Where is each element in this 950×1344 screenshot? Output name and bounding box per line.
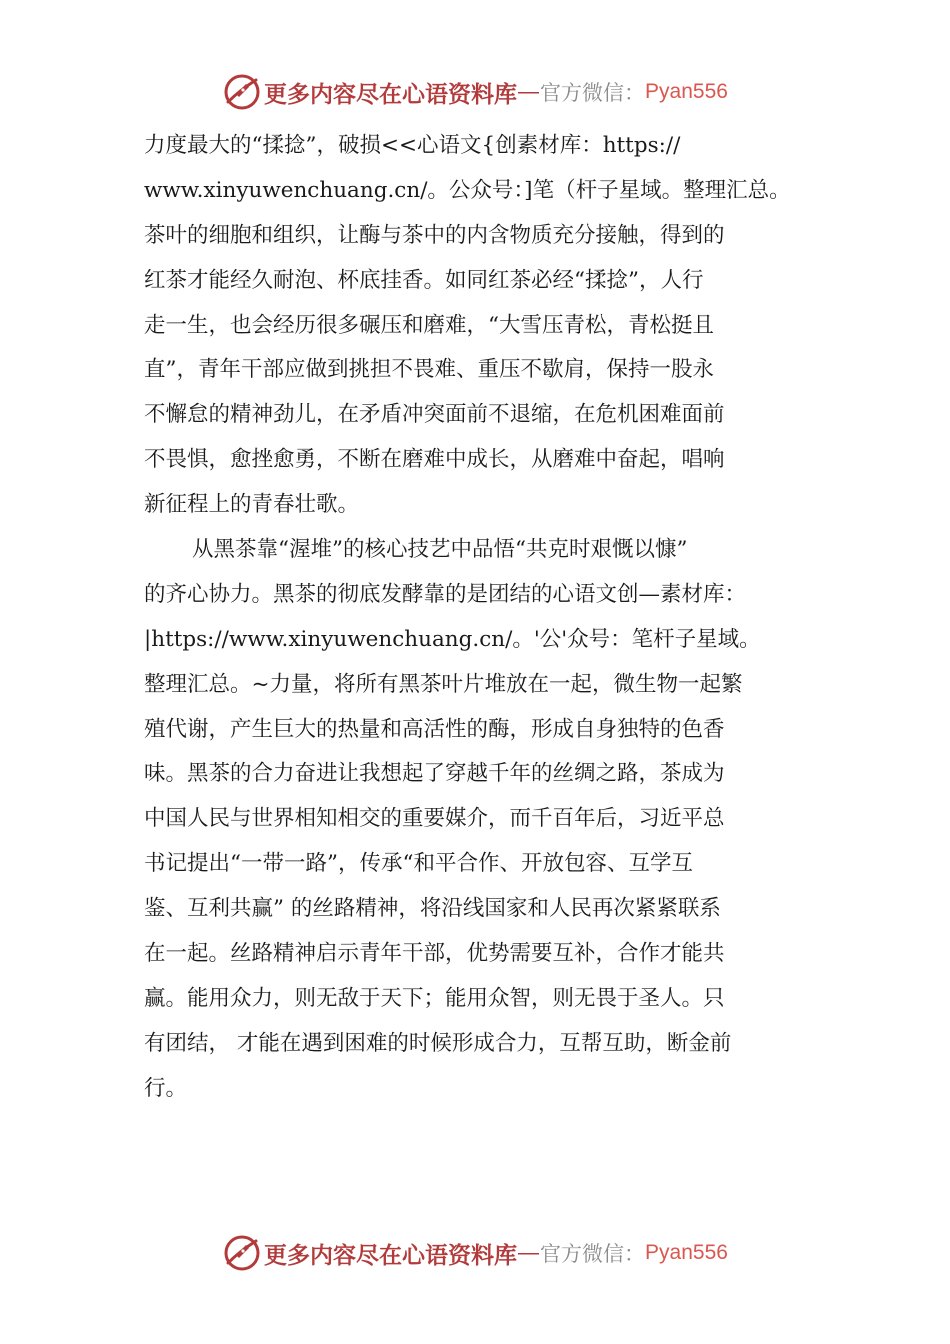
text-line: 的齐心协力。黑茶的彻底发酵靠的是团结的心语文创—素材库： xyxy=(144,581,747,607)
text-line: 赢。能用众力，则无敌于天下；能用众智，则无畏于圣人。只 xyxy=(144,985,725,1011)
text-line: 直”，青年干部应做到挑担不畏难、重压不歇肩，保持一股永 xyxy=(144,357,714,383)
text-line: 整理汇总。~力量，将所有黑茶叶片堆放在一起，微生物一起繁 xyxy=(144,671,743,697)
banner-main-text: 更多内容尽在心语资料库 xyxy=(264,1241,518,1269)
banner-label: 官方微信： xyxy=(540,1242,646,1266)
pen-nib-logo-icon xyxy=(222,72,262,112)
document-body xyxy=(144,124,824,1112)
text-line: 不懈怠的精神劲儿，在矛盾冲突面前不退缩，在危机困难面前 xyxy=(144,402,725,428)
banner-dash: — xyxy=(517,1240,541,1266)
banner-handle: Pyan556 xyxy=(645,1241,728,1264)
text-line: 书记提出“一带一路”，传承“和平合作、开放包容、互学互 xyxy=(144,851,693,877)
paragraph-first-line: 从黑茶靠“渥堆”的核心技艺中品悟“共克时艰慨以慷” xyxy=(192,537,688,563)
text-line: 新征程上的青春壮歌。 xyxy=(144,492,360,518)
text-line: 中国人民与世界相知相交的重要媒介，而千百年后，习近平总 xyxy=(144,806,725,832)
pen-nib-logo-icon xyxy=(222,1233,262,1273)
text-line: 行。 xyxy=(144,1075,188,1101)
text-line: 有团结， 才能在遇到困难的时候形成合力，互帮互助，断金前 xyxy=(144,1030,732,1056)
text-line: 走一生，也会经历很多碾压和磨难，“大雪压青松，青松挺且 xyxy=(144,312,714,338)
footer-banner xyxy=(0,1225,950,1281)
banner-dash: — xyxy=(517,79,541,105)
banner-label: 官方微信： xyxy=(540,81,646,105)
text-line: 茶叶的细胞和组织，让酶与茶中的内含物质充分接触，得到的 xyxy=(144,222,725,248)
text-line: 不畏惧，愈挫愈勇，不断在磨难中成长，从磨难中奋起，唱响 xyxy=(144,447,725,473)
text-line: www.xinyuwenchuang.cn/。公众号：]笔（杆子星域。整理汇总。 xyxy=(144,177,791,203)
text-line: 鉴、互利共赢” 的丝路精神，将沿线国家和人民再次紧紧联系 xyxy=(144,896,721,922)
text-line: 红茶才能经久耐泡、杯底挂香。如同红茶必经“揉捻”，人行 xyxy=(144,267,704,293)
text-line: 力度最大的“揉捻”，破损<<心语文{创素材库：https:// xyxy=(144,133,681,158)
text-line: 在一起。丝路精神启示青年干部，优势需要互补，合作才能共 xyxy=(144,941,725,967)
banner-main-text: 更多内容尽在心语资料库 xyxy=(264,80,518,108)
text-line: 味。黑茶的合力奋进让我想起了穿越千年的丝绸之路，茶成为 xyxy=(144,761,725,787)
text-line: |https://www.xinyuwenchuang.cn/。'公'众号：笔杆子星域。 xyxy=(144,626,761,652)
banner-handle: Pyan556 xyxy=(645,80,728,103)
text-line: 殖代谢，产生巨大的热量和高活性的酶，形成自身独特的色香 xyxy=(144,716,725,742)
header-banner xyxy=(0,64,950,120)
